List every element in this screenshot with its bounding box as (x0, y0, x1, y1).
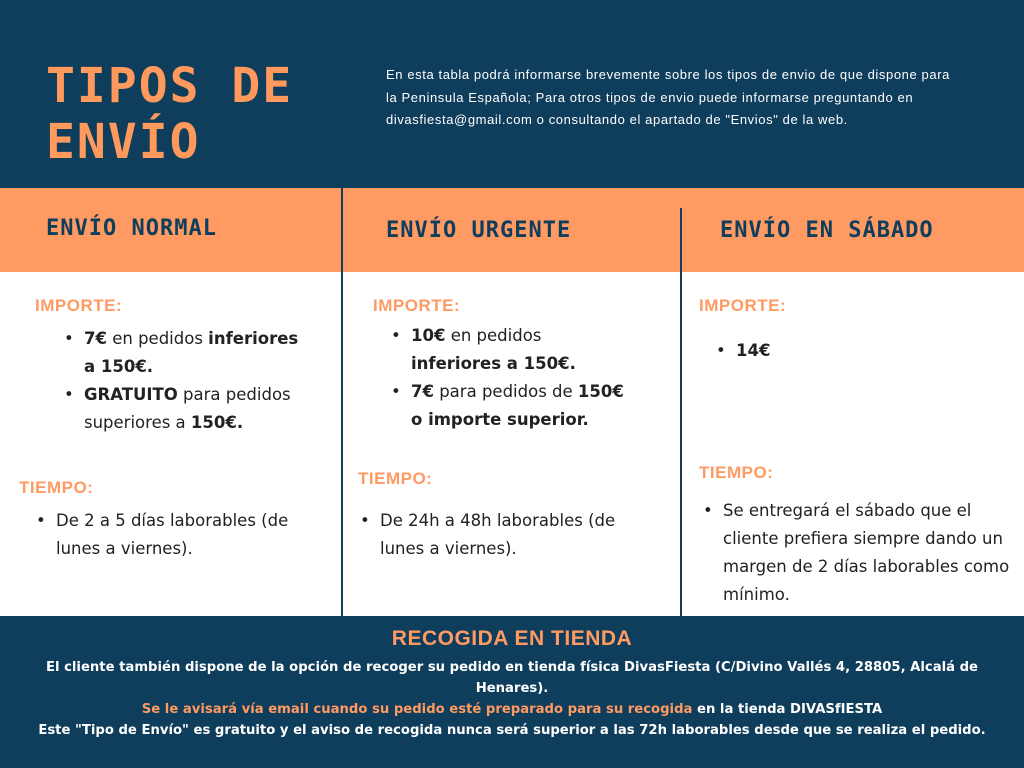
column-title-sabado: ENVÍO EN SÁBADO (720, 218, 934, 243)
footer-line-2: Se le avisará vía email cuando su pedido esté preparado para su recogida en la tienda DIVASfIESTA (141, 702, 883, 717)
column-divider (341, 188, 343, 616)
footer-text (10, 657, 1014, 741)
list-item: • GRATUITO para pedidos superiores a 150€. (62, 381, 312, 437)
tiempo-label: TIEMPO: (358, 469, 433, 488)
title-line-1: TIPOS DE (46, 58, 294, 114)
page-title (46, 58, 293, 170)
importe-list-urgente (389, 322, 629, 434)
tiempo-label: TIEMPO: (699, 463, 774, 482)
title-line-2: ENVÍO (46, 114, 201, 170)
list-item: • De 2 a 5 días laborables (de lunes a viernes). (34, 507, 314, 563)
tiempo-list-sabado (701, 497, 1019, 609)
list-item: • Se entregará el sábado que el cliente prefiera siempre dando un margen de 2 días laborables como mínimo. (701, 497, 1019, 609)
footer-title: RECOGIDA EN TIENDA (391, 627, 633, 650)
list-item: • 7€ en pedidos inferiores a 150€. (62, 325, 312, 381)
importe-list-normal (62, 325, 312, 437)
list-item: • 10€ en pedidos inferiores a 150€. (389, 322, 629, 378)
importe-label: IMPORTE: (35, 296, 123, 315)
list-item: • 14€ (714, 337, 994, 365)
footer-line-1: El cliente también dispone de la opción de recoger su pedido en tienda física DivasFiesta (C/Divino Vallés 4, 28805, Alcalá de Henares). (45, 660, 979, 696)
tiempo-list-urgente (358, 507, 638, 563)
tiempo-label: TIEMPO: (19, 478, 94, 497)
footer-line-3: Este "Tipo de Envío" es gratuito y el aviso de recogida nunca será superior a las 72h laborables desde que se realiza el pedido. (38, 723, 986, 738)
list-item: • De 24h a 48h laborables (de lunes a viernes). (358, 507, 638, 563)
column-title-normal: ENVÍO NORMAL (46, 216, 217, 241)
column-divider (680, 208, 682, 616)
importe-list-sabado (714, 337, 994, 365)
importe-label: IMPORTE: (699, 296, 787, 315)
tiempo-list-normal (34, 507, 314, 563)
intro-text: En esta tabla podrá informarse brevemente sobre los tipos de envio de que dispone para la Peninsula Española; Para otros tipos de envio puede informarse preguntando en divasfiesta@gmail.com o consultando el apartado de "Envios" de la web. (386, 67, 950, 127)
footer-highlight: Se le avisará vía email cuando su pedido esté preparado para su recogida (141, 702, 693, 717)
column-title-urgente: ENVÍO URGENTE (386, 218, 572, 243)
importe-label: IMPORTE: (373, 296, 461, 315)
list-item: • 7€ para pedidos de 150€ o importe superior. (389, 378, 629, 434)
